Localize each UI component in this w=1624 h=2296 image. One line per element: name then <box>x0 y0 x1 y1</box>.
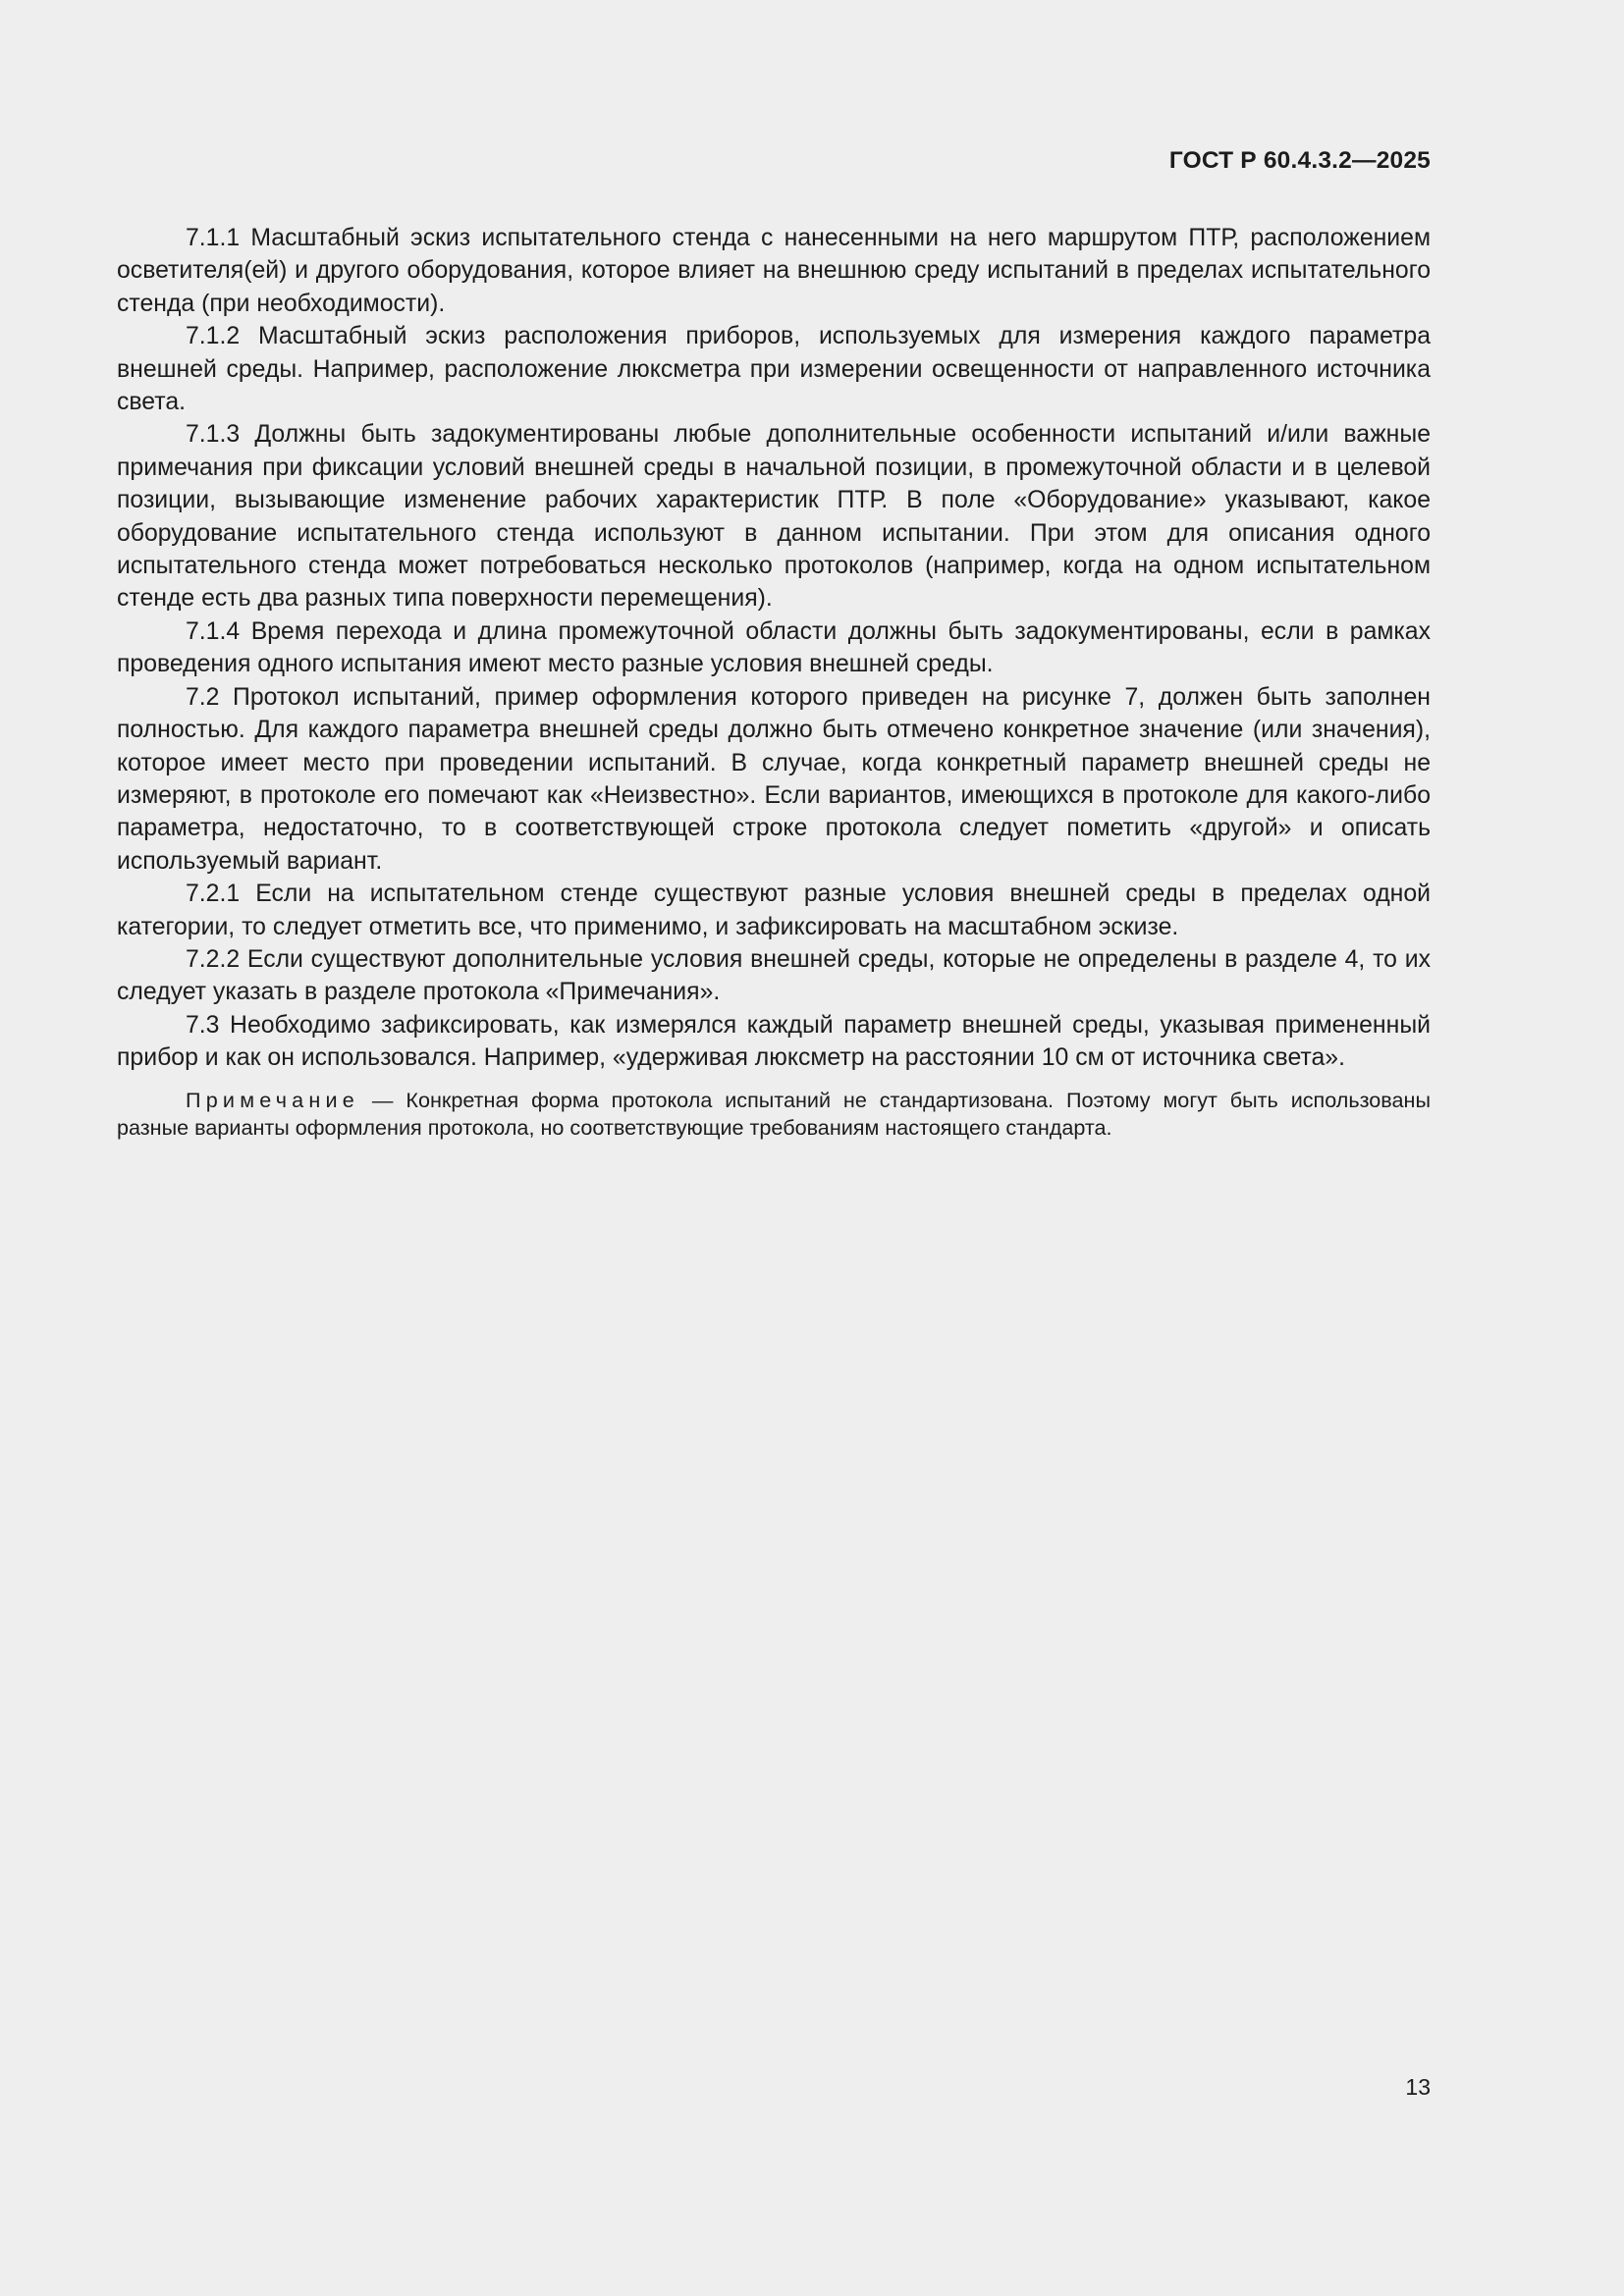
note <box>117 1087 1431 1143</box>
document-body <box>117 222 1431 1143</box>
paragraph-7-3: 7.3 Необходимо зафиксировать, как измерялся каждый параметр внешней среды, указывая примененный прибор и как он использовался. Например, «удерживая люксметр на расстоянии 10 см от источника света». <box>117 1011 1431 1072</box>
document-code-header: ГОСТ Р 60.4.3.2—2025 <box>1168 147 1431 174</box>
page-number: 13 <box>1405 2074 1431 2100</box>
paragraph-7-2-2: 7.2.2 Если существуют дополнительные условия внешней среды, которые не определены в разделе 4, то их следует указать в разделе протокола «Примечания». <box>117 945 1431 1006</box>
note-label: Примечание <box>186 1087 359 1112</box>
paragraph-7-1-1: 7.1.1 Масштабный эскиз испытательного стенда с нанесенными на него маршрутом ПТР, расположением осветителя(ей) и другого оборудования, которое влияет на внешнюю среду испытаний в пределах испытательного стенда (при необходимости). <box>117 225 1431 317</box>
paragraph-7-2: 7.2 Протокол испытаний, пример оформления которого приведен на рисунке 7, должен быть заполнен полностью. Для каждого параметра внешней среды должно быть отмечено конкретное значение (или значения), которое имеет место при проведении испытаний. В случае, когда конкретный параметр внешней среды не измеряют, в протоколе его помечают как «Неизвестно». Если вариантов, имеющихся в протоколе для какого-либо параметра, недостаточно, то в соответствующей строке протокола следует пометить «другой» и описать используемый вариант. <box>117 683 1431 875</box>
note-text: — Конкретная форма протокола испытаний не стандартизована. Поэтому могут быть использованы разные варианты оформления протокола, но соответствующие требованиям настоящего стандарта. <box>117 1087 1431 1141</box>
paragraph-7-1-2: 7.1.2 Масштабный эскиз расположения приборов, используемых для измерения каждого параметра внешней среды. Например, расположение люксметра при измерении освещенности от направленного источника света. <box>117 323 1431 416</box>
paragraph-7-2-1: 7.2.1 Если на испытательном стенде существуют разные условия внешней среды в пределах одной категории, то следует отметить все, что применимо, и зафиксировать на масштабном эскизе. <box>117 881 1431 940</box>
paragraph-7-1-3: 7.1.3 Должны быть задокументированы любые дополнительные особенности испытаний и/или важные примечания при фиксации условий внешней среды в начальной позиции, в промежуточной области и в целевой позиции, вызывающие изменение рабочих характеристик ПТР. В поле «Оборудование» указывают, какое оборудование испытательного стенда используют в данном испытании. При этом для описания одного испытательного стенда может потребоваться несколько протоколов (например, когда на одном испытательном стенде есть два разных типа поверхности перемещения). <box>117 421 1431 613</box>
paragraph-7-1-4: 7.1.4 Время перехода и длина промежуточной области должны быть задокументированы, если в рамках проведения одного испытания имеют место разные условия внешней среды. <box>117 617 1431 678</box>
